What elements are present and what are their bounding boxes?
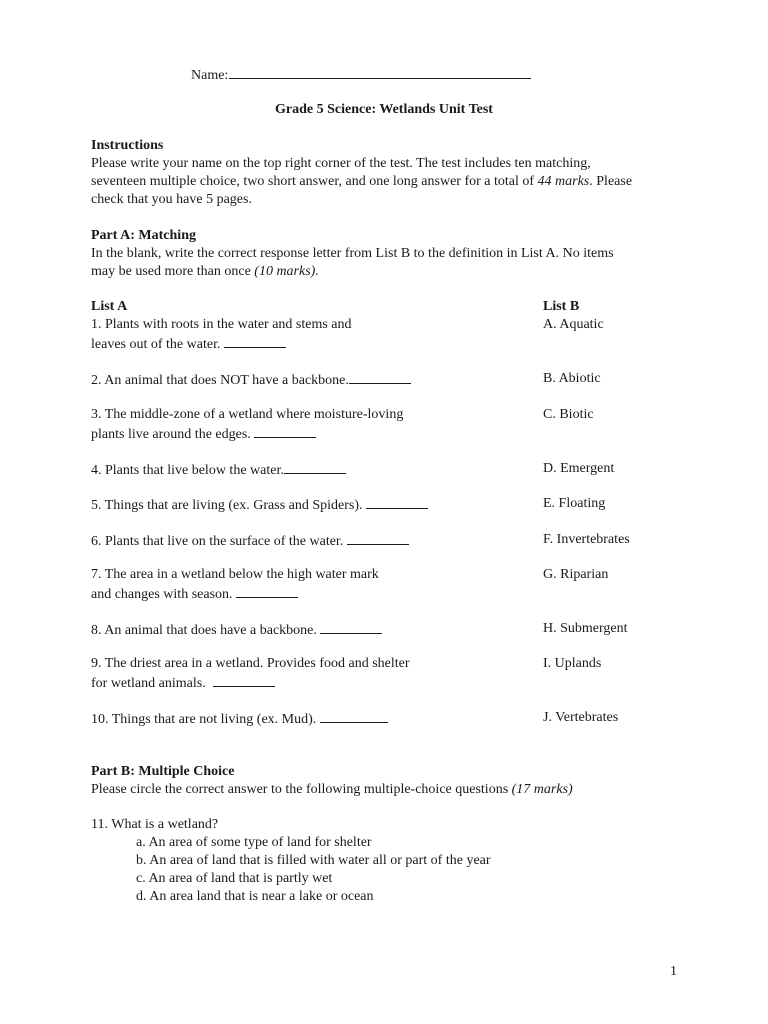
part-a-instructions-text: may be used more than once <box>91 264 255 279</box>
part-b-heading: Part B: Multiple Choice <box>91 764 235 779</box>
instructions-heading: Instructions <box>91 138 164 153</box>
part-a-marks: (10 marks). <box>254 264 319 279</box>
matching-item-5 <box>91 495 428 515</box>
name-field <box>191 65 531 85</box>
part-b-marks: (17 marks) <box>511 782 573 797</box>
instructions-text: . Please <box>589 174 633 189</box>
matching-item-7-line-2 <box>91 584 298 604</box>
part-b-instructions-text: Please circle the correct answer to the following multiple-choice questions <box>91 782 512 797</box>
matching-item-text: 5. Things that are living (ex. Grass and Spiders). <box>91 498 363 513</box>
question-11: 11. What is a wetland? <box>91 817 219 832</box>
matching-item-9-line-2 <box>91 673 275 693</box>
name-blank[interactable] <box>229 65 531 79</box>
matching-item-text: 2. An animal that does NOT have a backbone. <box>91 373 349 388</box>
matching-item-text: 8. An animal that does have a backbone. <box>91 623 317 638</box>
list-b-option-e: E. Floating <box>543 496 606 511</box>
answer-blank-7[interactable] <box>236 584 298 598</box>
matching-item-text: 10. Things that are not living (ex. Mud). <box>91 712 317 727</box>
list-b-option-h: H. Submergent <box>543 621 628 636</box>
answer-blank-8[interactable] <box>320 620 382 634</box>
list-b-option-d: D. Emergent <box>543 461 615 476</box>
instructions-line-1: Please write your name on the top right corner of the test. The test includes ten matching, <box>91 156 591 171</box>
matching-item-1-line-2 <box>91 334 286 354</box>
page-title: Grade 5 Science: Wetlands Unit Test <box>275 102 493 117</box>
answer-blank-3[interactable] <box>254 424 316 438</box>
list-b-option-f: F. Invertebrates <box>543 532 630 547</box>
list-b-heading: List B <box>543 299 580 314</box>
answer-blank-2[interactable] <box>349 370 411 384</box>
answer-blank-5[interactable] <box>366 495 428 509</box>
page-number: 1 <box>670 964 677 979</box>
question-11-option-c[interactable]: c. An area of land that is partly wet <box>136 871 333 886</box>
matching-item-4 <box>91 460 346 480</box>
question-11-option-a[interactable]: a. An area of some type of land for shelter <box>136 835 372 850</box>
matching-item-3: 3. The middle-zone of a wetland where moisture-loving <box>91 407 404 422</box>
matching-item-6 <box>91 531 409 551</box>
matching-item-text: and changes with season. <box>91 587 233 602</box>
list-b-option-g: G. Riparian <box>543 567 609 582</box>
name-label: Name: <box>191 68 229 83</box>
answer-blank-4[interactable] <box>284 460 346 474</box>
part-a-heading: Part A: Matching <box>91 228 196 243</box>
matching-item-1: 1. Plants with roots in the water and stems and <box>91 317 352 332</box>
matching-item-text: leaves out of the water. <box>91 337 221 352</box>
matching-item-10 <box>91 709 388 729</box>
list-b-option-a: A. Aquatic <box>543 317 604 332</box>
part-a-instructions-line-2 <box>91 263 319 281</box>
instructions-text: seventeen multiple choice, two short answer, and one long answer for a total of <box>91 174 538 189</box>
list-b-option-j: J. Vertebrates <box>543 710 619 725</box>
matching-item-8 <box>91 620 382 640</box>
matching-item-2 <box>91 370 411 390</box>
total-marks: 44 marks <box>537 174 590 189</box>
part-a-instructions-line-1: In the blank, write the correct response letter from List B to the definition in List A. No items <box>91 246 614 261</box>
matching-item-9: 9. The driest area in a wetland. Provides food and shelter <box>91 656 410 671</box>
instructions-line-2 <box>91 173 632 191</box>
matching-item-text: for wetland animals. <box>91 676 206 691</box>
matching-item-3-line-2 <box>91 424 316 444</box>
question-11-option-d[interactable]: d. An area land that is near a lake or ocean <box>136 889 374 904</box>
matching-item-text: 4. Plants that live below the water. <box>91 463 284 478</box>
instructions-line-3: check that you have 5 pages. <box>91 192 252 207</box>
question-11-option-b[interactable]: b. An area of land that is filled with water all or part of the year <box>136 853 491 868</box>
matching-item-text: plants live around the edges. <box>91 427 251 442</box>
answer-blank-10[interactable] <box>320 709 388 723</box>
list-b-option-i: I. Uplands <box>543 656 602 671</box>
matching-item-7: 7. The area in a wetland below the high water mark <box>91 567 379 582</box>
list-b-option-b: B. Abiotic <box>543 371 601 386</box>
answer-blank-6[interactable] <box>347 531 409 545</box>
matching-item-text: 6. Plants that live on the surface of the water. <box>91 534 344 549</box>
answer-blank-9[interactable] <box>213 673 275 687</box>
part-b-instructions <box>91 781 573 799</box>
list-b-option-c: C. Biotic <box>543 407 594 422</box>
list-a-heading: List A <box>91 299 128 314</box>
answer-blank-1[interactable] <box>224 334 286 348</box>
